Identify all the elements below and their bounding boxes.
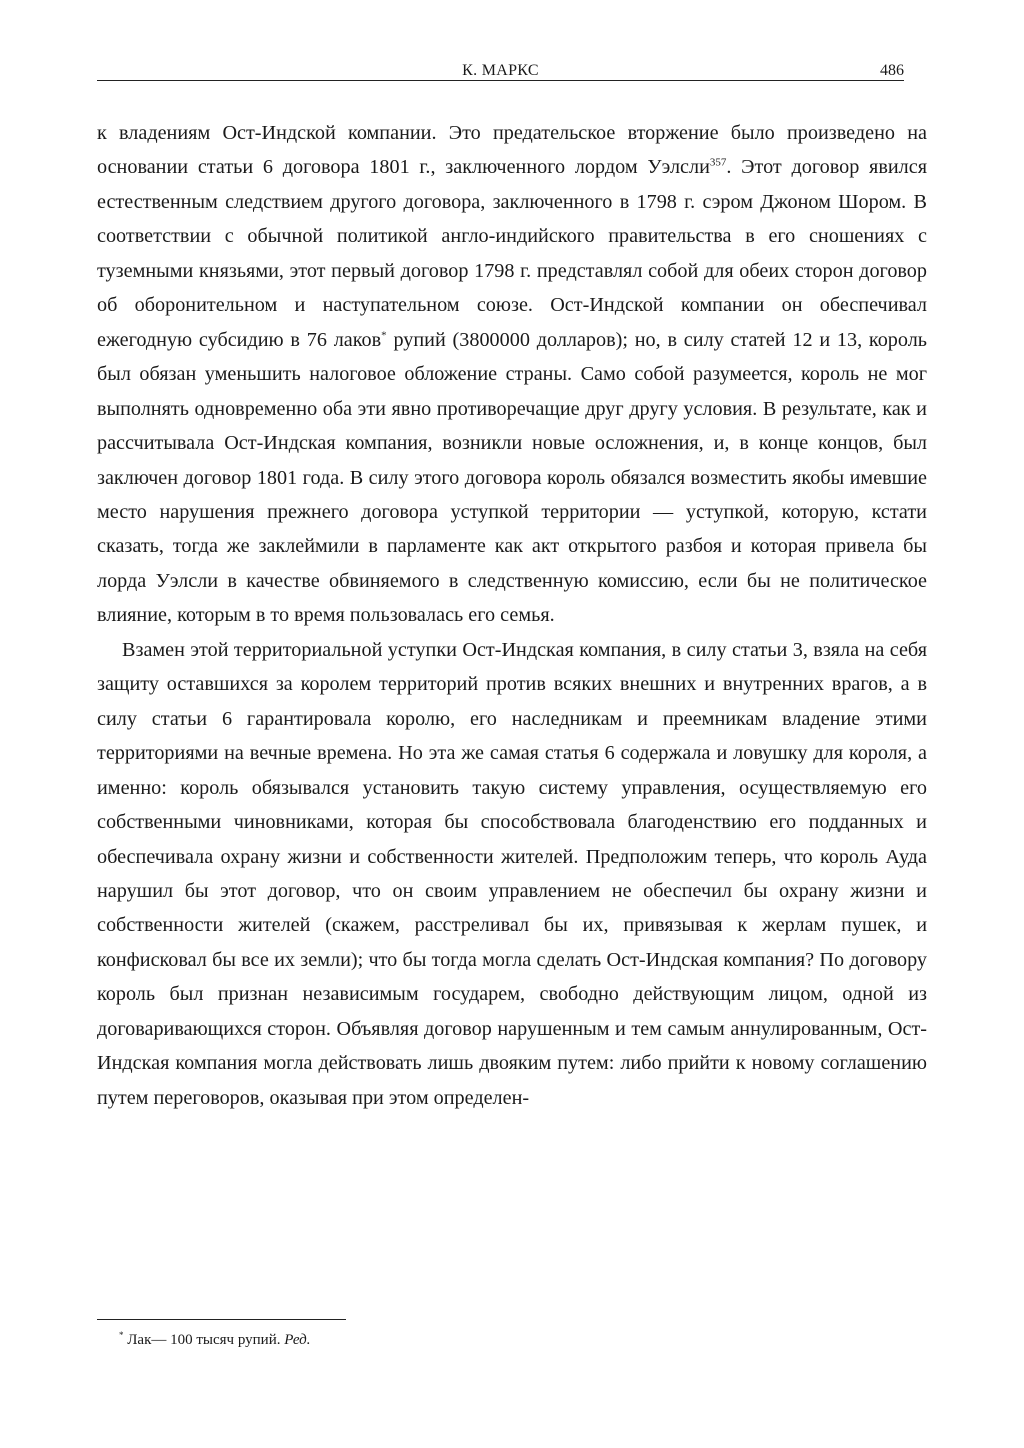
footnote-separator — [97, 1319, 346, 1320]
paragraph-1-part-c: рупий (3800000 долларов); но, в силу статей 12 и 13, король был обязан уменьшить налоговое обложение страны. Само собой разумеется, король не мог выполнять одновременно оба эти явно противоречащие друг другу условия. В результате, как и рассчитывала Ост-Индская компания, возникли новые осложнения, и, в конце концов, был заключен договор 1801 года. В силу этого договора король обязался возместить якобы имевшие место нарушения прежнего договора уступкой территории — уступкой, которую, кстати сказать, тогда же заклеймили в парламенте как акт открытого разбоя и которая привела бы лорда Уэлсли в качестве обвиняемого в следственную комиссию, если бы не политическое влияние, которым в то время пользовалась его семья. — [97, 328, 928, 627]
endnote-ref: 357 — [709, 156, 727, 169]
running-title: К. МАРКС — [462, 62, 539, 79]
footnote-ref: * — [381, 328, 387, 341]
page-number: 486 — [880, 62, 904, 79]
paragraph-1-part-b: . Этот договор явился естественным следствием другого договора, заключенного в 1798 г. сэром Джоном Шором. В соответствии с обычной политикой англо-индийского правительства в его сношениях с туземными князьями, этот первый договор 1798 г. представлял собой для обеих сторон договор об оборонительном и наступательном союзе. Ост-Индской компании он обеспечивал ежегодную субсидию в 76 лаков — [97, 156, 927, 351]
paragraph-1-part-a: к владениям Ост-Индской компании. Это предательское вторжение было произведено на основании статьи 6 договора 1801 г., заключенного лордом Уэлсли — [97, 122, 927, 179]
footnote-editor: Ред. — [284, 1332, 311, 1348]
footnote-mark: * — [119, 1330, 124, 1340]
paragraph-2: Взамен этой территориальной уступки Ост-Индская компания, в силу статьи 3, взяла на себя защиту оставшихся за королем территорий против всяких внешних и внутренних врагов, а в силу статьи 6 гарантировала королю, его наследникам и преемникам владение этими территориями на вечные времена. Но эта же самая статья 6 содержала и ловушку для короля, а именно: король обязывался установить такую систему управления, осуществляемую его собственными чиновниками, которая бы способствовала благоденствию его подданных и обеспечивала охрану жизни и собственности жителей. Предположим теперь, что король Ауда нарушил бы этот договор, что он своим управлением не обеспечил бы охрану жизни и собственности жителей (скажем, расстреливал бы их, привязывая к жерлам пушек, и конфисковал бы все их земли); что бы тогда могла сделать Ост-Индская компания? По договору король был признан независимым государем, свободно действующим лицом, одной из договаривающихся сторон. Объявляя договор нарушенным и тем самым аннулированным, Ост-Индская компания могла действовать лишь двояким путем: либо прийти к новому соглашению путем переговоров, оказывая при этом определен- — [97, 638, 927, 1109]
running-header — [97, 62, 904, 81]
paragraph-1 — [97, 116, 927, 633]
body-text — [97, 116, 927, 1115]
footnote — [119, 1330, 311, 1350]
footnote-text: Лак— 100 тысяч рупий. — [123, 1332, 285, 1348]
